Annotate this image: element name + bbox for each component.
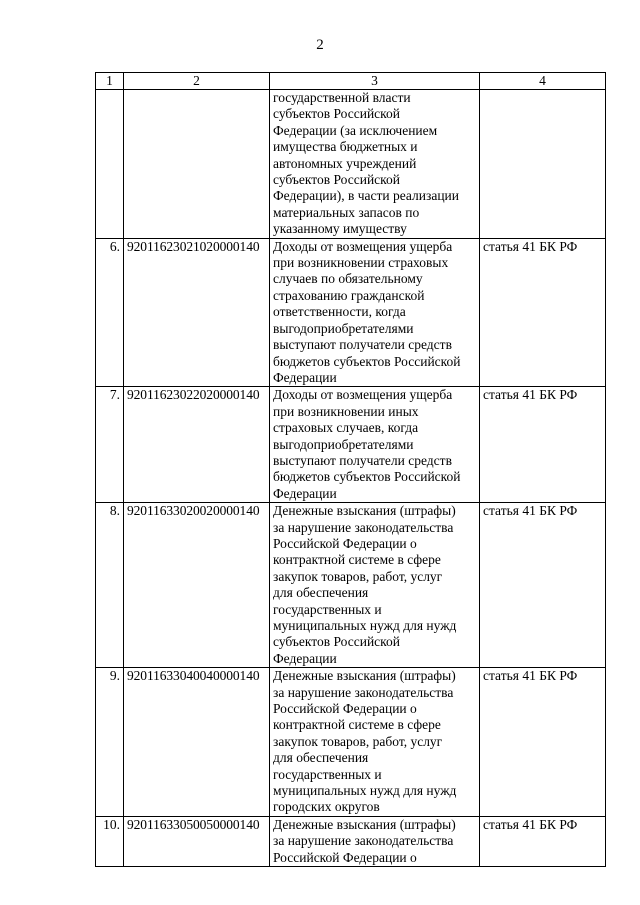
description-line: субъектов Российской: [273, 634, 401, 650]
description-line: Российской Федерации о: [273, 535, 417, 551]
revenue-description: [270, 90, 480, 239]
revenue-description: [270, 503, 480, 668]
revenue-description: [270, 387, 480, 503]
description-line: выступают получатели средств: [273, 452, 452, 468]
description-line: государственных и: [273, 601, 382, 617]
table-body: [96, 90, 606, 867]
row-number: 8.: [96, 503, 124, 668]
legal-article: статья 41 БК РФ: [480, 387, 606, 503]
revenue-code: 92011623022020000140: [124, 387, 270, 503]
revenue-code: 92011633020020000140: [124, 503, 270, 668]
legal-article: [480, 90, 606, 239]
revenue-code: 92011623021020000140: [124, 238, 270, 387]
description-line: государственной власти: [273, 90, 411, 105]
header-col-3: 3: [270, 73, 480, 90]
row-number: 9.: [96, 668, 124, 817]
description-line: страховых случаев, когда: [273, 420, 419, 436]
description-line: указанному имуществу: [273, 221, 407, 237]
legal-article: статья 41 БК РФ: [480, 503, 606, 668]
description-line: Денежные взыскания (штрафы): [273, 816, 456, 832]
revenue-description: [270, 238, 480, 387]
description-line: ответственности, когда: [273, 304, 406, 320]
description-line: случаев по обязательному: [273, 271, 423, 287]
description-line: при возникновении иных: [273, 403, 419, 419]
description-line: государственных и: [273, 766, 382, 782]
legal-article: статья 41 БК РФ: [480, 816, 606, 866]
description-line: за нарушение законодательства: [273, 684, 454, 700]
table-row: [96, 90, 606, 239]
revenue-code: 92011633040040000140: [124, 668, 270, 817]
description-line: Денежные взыскания (штрафы): [273, 503, 456, 519]
description-line: закупок товаров, работ, услуг: [273, 568, 443, 584]
legal-article: статья 41 БК РФ: [480, 238, 606, 387]
description-line: за нарушение законодательства: [273, 519, 454, 535]
description-line: бюджетов субъектов Российской: [273, 469, 461, 485]
description-line: городских округов: [273, 799, 380, 815]
header-col-1: 1: [96, 73, 124, 90]
description-line: контрактной системе в сфере: [273, 552, 441, 568]
revenue-description: [270, 668, 480, 817]
description-line: Федерации (за исключением: [273, 122, 438, 138]
description-line: субъектов Российской: [273, 172, 401, 188]
revenue-description: [270, 816, 480, 866]
header-col-2: 2: [124, 73, 270, 90]
description-line: при возникновении страховых: [273, 255, 449, 271]
description-line: Доходы от возмещения ущерба: [273, 238, 453, 254]
description-line: для обеспечения: [273, 750, 369, 766]
description-line: для обеспечения: [273, 585, 369, 601]
table-row: [96, 387, 606, 503]
description-line: Федерации), в части реализации: [273, 188, 460, 204]
table-row: [96, 503, 606, 668]
description-line: имущества бюджетных и: [273, 139, 418, 155]
description-line: субъектов Российской: [273, 106, 401, 122]
description-line: Доходы от возмещения ущерба: [273, 387, 453, 403]
description-line: Российской Федерации о: [273, 849, 417, 865]
legal-article: статья 41 БК РФ: [480, 668, 606, 817]
description-line: муниципальных нужд для нужд: [273, 618, 457, 633]
description-line: Федерации: [273, 650, 337, 666]
description-line: Федерации: [273, 369, 337, 385]
row-number: 7.: [96, 387, 124, 503]
header-row: [96, 73, 606, 90]
description-line: выгодоприобретателями: [273, 320, 414, 336]
description-line: выступают получатели средств: [273, 337, 452, 353]
row-number: 10.: [96, 816, 124, 866]
description-line: Российской Федерации о: [273, 701, 417, 717]
table-row: [96, 816, 606, 866]
description-line: за нарушение законодательства: [273, 833, 454, 849]
description-line: бюджетов субъектов Российской: [273, 353, 461, 369]
table-row: [96, 668, 606, 817]
description-line: контрактной системе в сфере: [273, 717, 441, 733]
row-number: 6.: [96, 238, 124, 387]
description-line: материальных запасов по: [273, 204, 420, 220]
description-line: Денежные взыскания (штрафы): [273, 668, 456, 684]
page-number: 2: [316, 37, 324, 53]
revenue-codes-table: [95, 72, 606, 867]
description-line: автономных учреждений: [273, 155, 417, 171]
description-line: страхованию гражданской: [273, 287, 425, 303]
revenue-code: [124, 90, 270, 239]
description-line: муниципальных нужд для нужд: [273, 783, 457, 799]
description-line: закупок товаров, работ, услуг: [273, 733, 443, 749]
row-number: [96, 90, 124, 239]
revenue-code: 92011633050050000140: [124, 816, 270, 866]
description-line: выгодоприобретателями: [273, 436, 414, 452]
table-row: [96, 238, 606, 387]
header-col-4: 4: [480, 73, 606, 90]
description-line: Федерации: [273, 485, 337, 501]
